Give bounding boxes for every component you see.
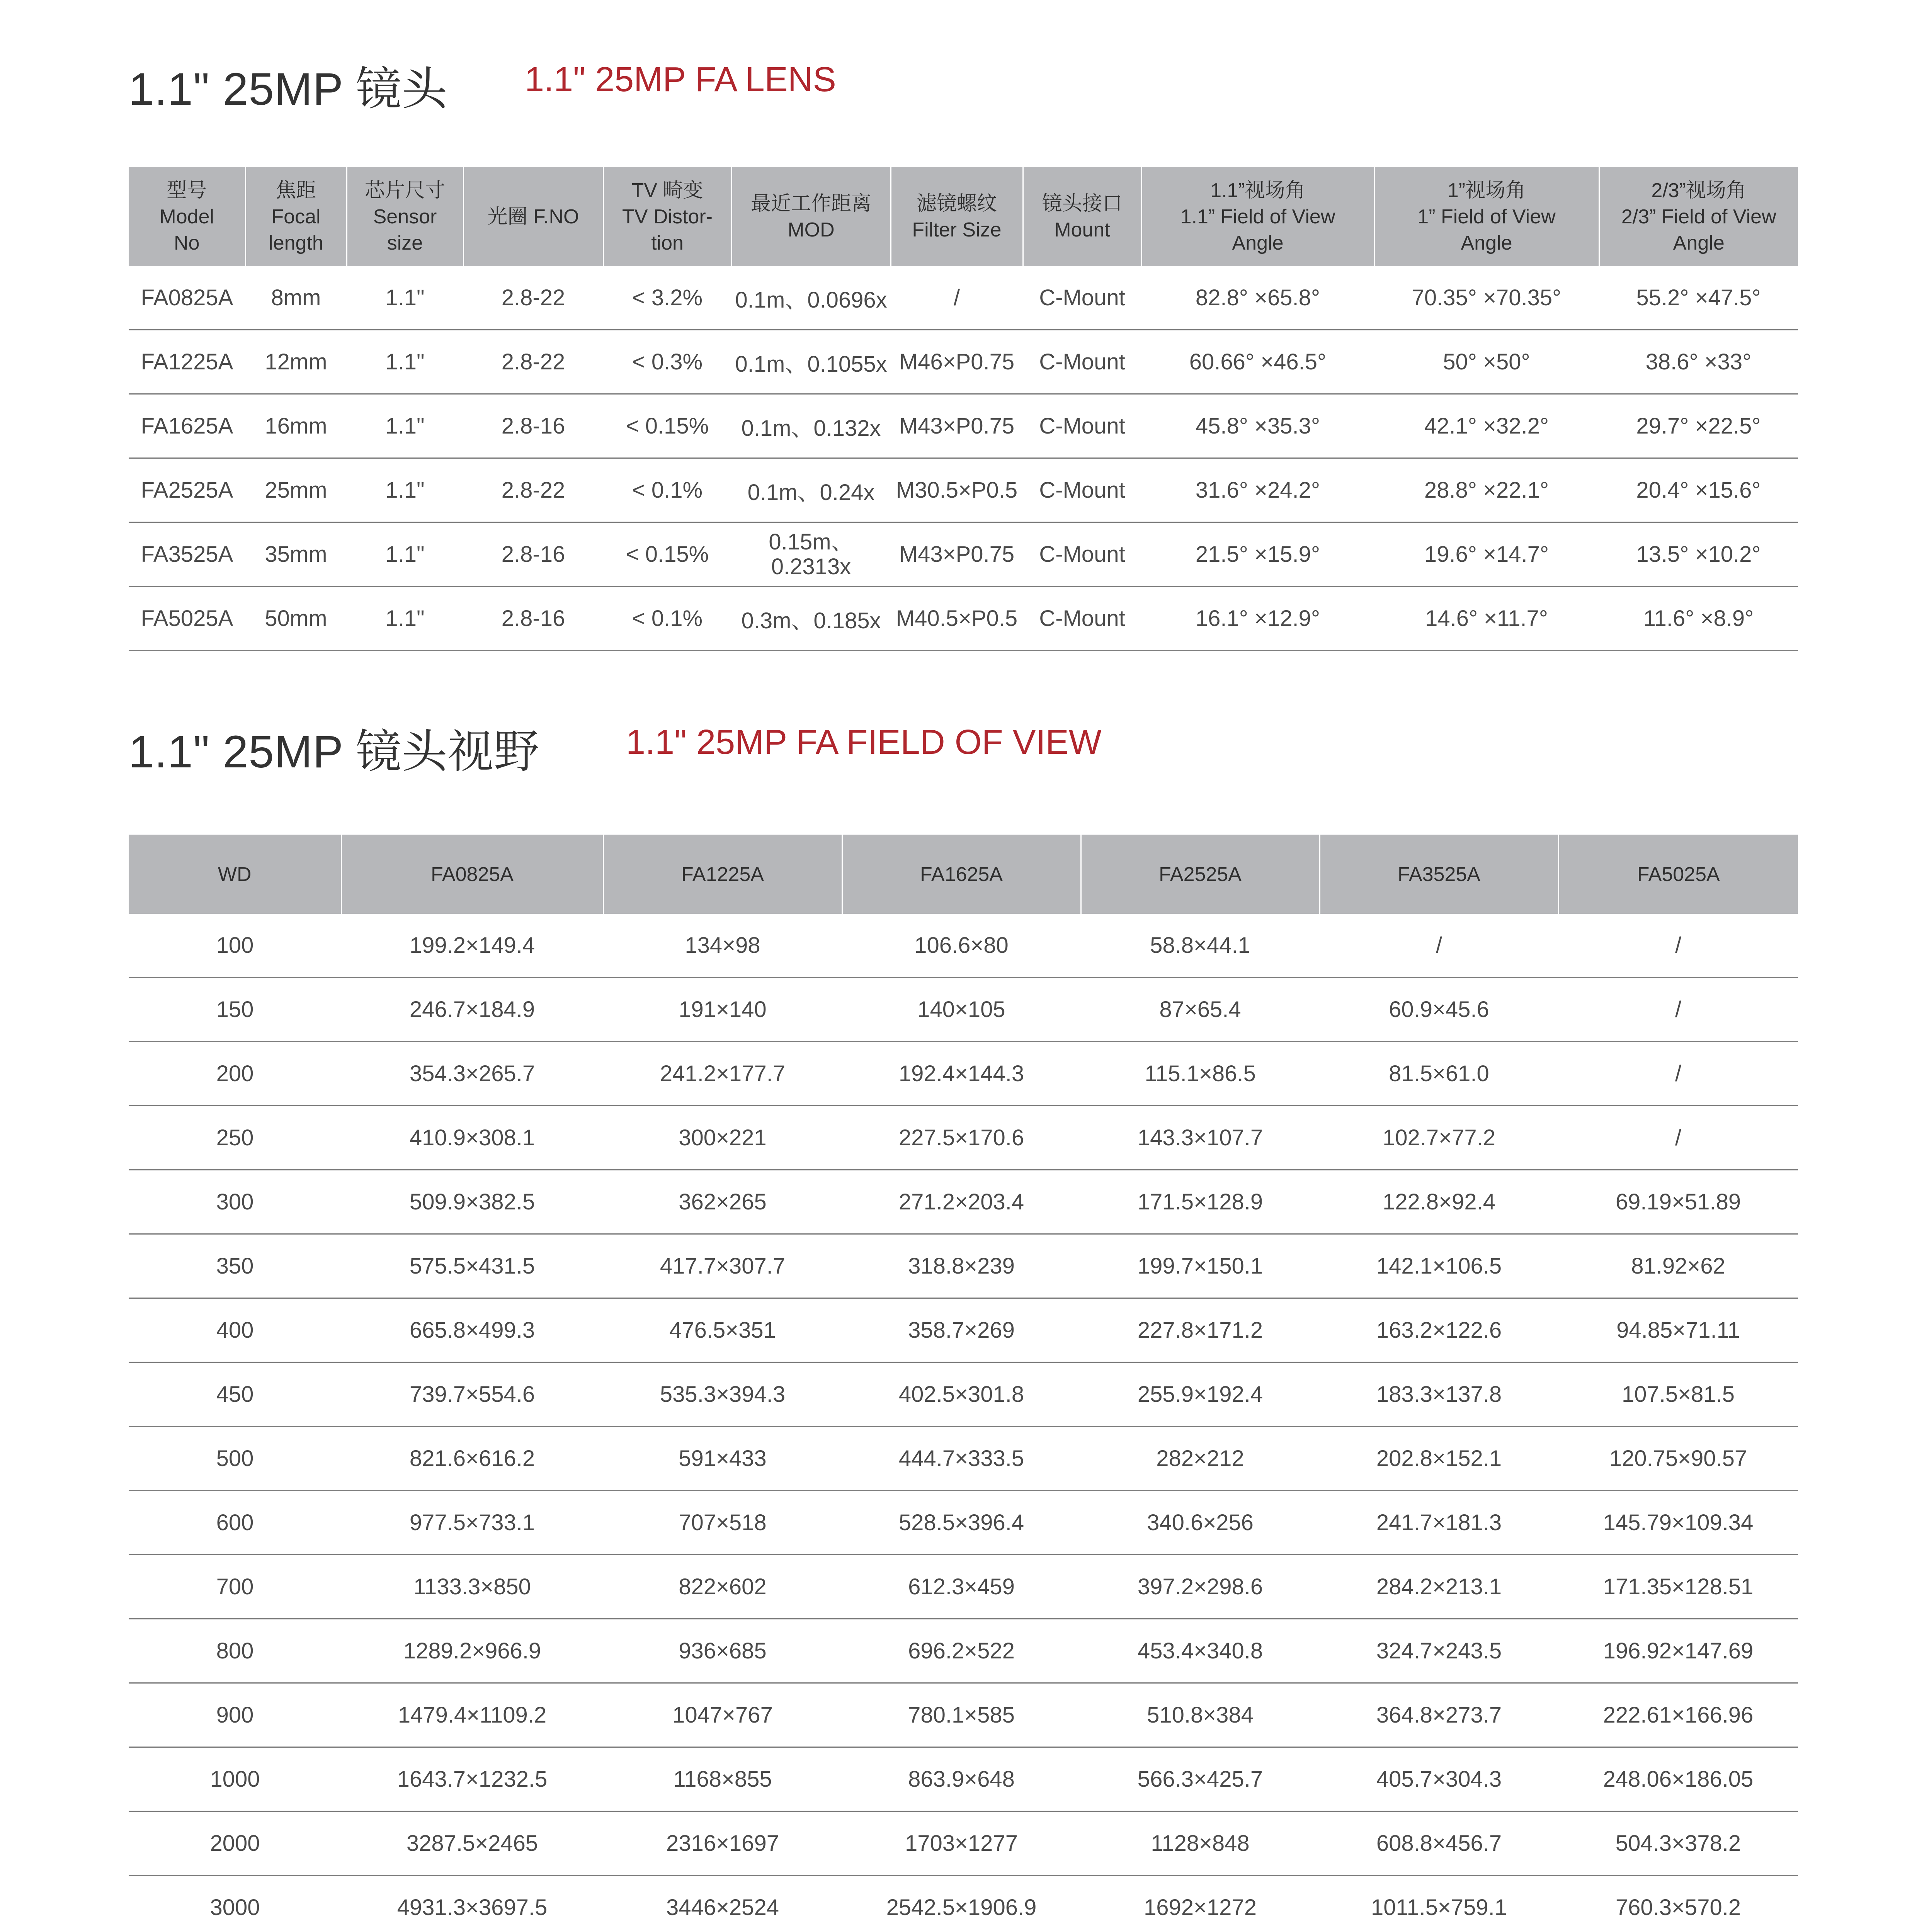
fov-table-cell: 58.8×44.1 [1081, 914, 1320, 978]
fov-table-cell: 196.92×147.69 [1558, 1619, 1798, 1683]
fov-table-body [129, 914, 1798, 1932]
fov-table-cell: 255.9×192.4 [1081, 1362, 1320, 1427]
fov-table-row [129, 914, 1798, 978]
lens-table-cell: 55.2° ×47.5° [1599, 266, 1798, 330]
fov-table-cell: 362×265 [603, 1170, 842, 1234]
lens-table-cell: M43×P0.75 [891, 522, 1023, 587]
fov-table-cell: 282×212 [1081, 1427, 1320, 1491]
fov-table-cell: 354.3×265.7 [341, 1042, 603, 1106]
lens-title-cn: 1.1" 25MP 镜头 [129, 64, 448, 115]
lens-table-cell: FA1625A [129, 394, 245, 458]
fov-table-row [129, 1747, 1798, 1811]
fov-table-cell: 977.5×733.1 [341, 1491, 603, 1555]
lens-table-cell: 42.1° ×32.2° [1374, 394, 1599, 458]
lens-table-cell: < 0.15% [603, 522, 731, 587]
fov-table-cell: 566.3×425.7 [1081, 1747, 1320, 1811]
fov-table-cell: 227.8×171.2 [1081, 1298, 1320, 1362]
fov-table-row [129, 1170, 1798, 1234]
fov-table-row [129, 1491, 1798, 1555]
fov-table-cell: 171.35×128.51 [1558, 1555, 1798, 1619]
lens-table-cell: 2.8-22 [463, 330, 603, 394]
fov-table-cell: 140×105 [842, 978, 1081, 1042]
fov-table-cell: 450 [129, 1362, 341, 1427]
lens-header-line: 2/3” Field of View [1621, 205, 1776, 228]
fov-table-cell: 2000 [129, 1811, 341, 1876]
lens-spec-table [129, 167, 1798, 651]
lens-header-line: Mount [1054, 218, 1110, 241]
fov-table-cell: 900 [129, 1683, 341, 1747]
lens-table-cell: 0.1m、0.1055x [731, 330, 891, 394]
fov-table-cell: 191×140 [603, 978, 842, 1042]
fov-table-row [129, 1619, 1798, 1683]
lens-table-cell: 38.6° ×33° [1599, 330, 1798, 394]
fov-table-cell: 739.7×554.6 [341, 1362, 603, 1427]
lens-header-line: 型号 [167, 179, 207, 202]
fov-table-cell: 1128×848 [1081, 1811, 1320, 1876]
lens-header-cell [1599, 167, 1798, 266]
lens-header-line: TV Distor- [622, 205, 713, 228]
lens-table-cell: < 0.1% [603, 587, 731, 651]
lens-header-line: 1”视场角 [1447, 179, 1526, 202]
lens-table-cell: 31.6° ×24.2° [1141, 458, 1374, 522]
fov-table-cell: 102.7×77.2 [1320, 1106, 1558, 1170]
fov-table-cell: 163.2×122.6 [1320, 1298, 1558, 1362]
fov-table-cell: 405.7×304.3 [1320, 1747, 1558, 1811]
fov-table-cell: 1643.7×1232.5 [341, 1747, 603, 1811]
lens-table-body [129, 266, 1798, 651]
fov-table-cell: 227.5×170.6 [842, 1106, 1081, 1170]
lens-header-line: Sensor [373, 205, 437, 228]
fov-table-cell: 222.61×166.96 [1558, 1683, 1798, 1747]
lens-table-cell: < 3.2% [603, 266, 731, 330]
lens-header-line: length [269, 231, 323, 254]
fov-table-cell: 246.7×184.9 [341, 978, 603, 1042]
lens-table-cell: 20.4° ×15.6° [1599, 458, 1798, 522]
fov-table-cell: 106.6×80 [842, 914, 1081, 978]
lens-header-line: 最近工作距离 [750, 192, 871, 215]
lens-table-cell: 13.5° ×10.2° [1599, 522, 1798, 587]
lens-table-cell: / [891, 266, 1023, 330]
lens-table-cell: 28.8° ×22.1° [1374, 458, 1599, 522]
lens-table-cell: C-Mount [1023, 458, 1141, 522]
lens-table-row [129, 394, 1798, 458]
fov-table-cell: 410.9×308.1 [341, 1106, 603, 1170]
fov-table-cell: 821.6×616.2 [341, 1427, 603, 1491]
lens-table-cell: M46×P0.75 [891, 330, 1023, 394]
lens-table-cell: FA2525A [129, 458, 245, 522]
fov-table-cell: 142.1×106.5 [1320, 1234, 1558, 1298]
fov-header-cell: FA3525A [1320, 835, 1558, 914]
lens-header-line: 1.1” Field of View [1180, 205, 1335, 228]
fov-header-cell: FA0825A [341, 835, 603, 914]
fov-table-cell: 476.5×351 [603, 1298, 842, 1362]
lens-header-cell [463, 167, 603, 266]
fov-table-cell: 87×65.4 [1081, 978, 1320, 1042]
lens-table-cell: M43×P0.75 [891, 394, 1023, 458]
lens-table-cell: 14.6° ×11.7° [1374, 587, 1599, 651]
lens-table-cell: 35mm [245, 522, 347, 587]
fov-header-cell: FA1625A [842, 835, 1081, 914]
fov-table-cell: 1692×1272 [1081, 1876, 1320, 1932]
fov-table-cell: 510.8×384 [1081, 1683, 1320, 1747]
fov-header-cell: WD [129, 835, 341, 914]
lens-table-cell: 0.3m、0.185x [731, 587, 891, 651]
lens-header-line: 镜头接口 [1042, 192, 1123, 215]
fov-table-cell: 145.79×109.34 [1558, 1491, 1798, 1555]
fov-table-cell: 936×685 [603, 1619, 842, 1683]
fov-table-cell: 284.2×213.1 [1320, 1555, 1558, 1619]
fov-table-cell: 400 [129, 1298, 341, 1362]
lens-table-row [129, 458, 1798, 522]
fov-table-cell: 863.9×648 [842, 1747, 1081, 1811]
lens-header-line: Model [159, 205, 214, 228]
fov-table-row [129, 1427, 1798, 1491]
lens-header-line: size [387, 231, 423, 254]
fov-table-cell: 202.8×152.1 [1320, 1427, 1558, 1491]
fov-table-cell: 300×221 [603, 1106, 842, 1170]
fov-table-cell: 1011.5×759.1 [1320, 1876, 1558, 1932]
fov-table-cell: 248.06×186.05 [1558, 1747, 1798, 1811]
fov-table-cell: 600 [129, 1491, 341, 1555]
fov-table-cell: 504.3×378.2 [1558, 1811, 1798, 1876]
fov-table-row [129, 1811, 1798, 1876]
lens-table-cell: 2.8-16 [463, 522, 603, 587]
fov-table-cell: 1479.4×1109.2 [341, 1683, 603, 1747]
lens-header-cell [347, 167, 463, 266]
lens-header-line: MOD [788, 218, 835, 241]
fov-table-cell: 192.4×144.3 [842, 1042, 1081, 1106]
fov-header-cell: FA5025A [1558, 835, 1798, 914]
fov-table-cell: / [1558, 914, 1798, 978]
lens-header-cell [1374, 167, 1599, 266]
lens-header-line: 光圈 F.NO [487, 205, 579, 228]
lens-table-cell: 25mm [245, 458, 347, 522]
lens-table-cell: 16.1° ×12.9° [1141, 587, 1374, 651]
fov-table-cell: 453.4×340.8 [1081, 1619, 1320, 1683]
fov-table-cell: 608.8×456.7 [1320, 1811, 1558, 1876]
lens-table-row [129, 587, 1798, 651]
fov-table-cell: 1133.3×850 [341, 1555, 603, 1619]
lens-table-cell: 60.66° ×46.5° [1141, 330, 1374, 394]
fov-table [129, 835, 1798, 1932]
lens-table-cell: 2.8-22 [463, 266, 603, 330]
fov-table-cell: 800 [129, 1619, 341, 1683]
lens-table-cell: 0.15m、0.2313x [731, 522, 891, 587]
lens-header-line: 1.1”视场角 [1210, 179, 1305, 202]
lens-table-cell: C-Mount [1023, 394, 1141, 458]
lens-header-line: Filter Size [912, 218, 1002, 241]
lens-header-cell [731, 167, 891, 266]
fov-table-cell: 535.3×394.3 [603, 1362, 842, 1427]
fov-table-cell: / [1558, 978, 1798, 1042]
fov-table-cell: 241.2×177.7 [603, 1042, 842, 1106]
lens-table-cell: 8mm [245, 266, 347, 330]
lens-table-cell: 16mm [245, 394, 347, 458]
fov-table-cell: 1047×767 [603, 1683, 842, 1747]
lens-header-line: Focal [271, 205, 321, 228]
fov-table-cell: 1703×1277 [842, 1811, 1081, 1876]
lens-table-row [129, 330, 1798, 394]
lens-table-cell: 82.8° ×65.8° [1141, 266, 1374, 330]
lens-table-cell: 2.8-16 [463, 587, 603, 651]
lens-table-cell: 50mm [245, 587, 347, 651]
lens-table-cell: M40.5×P0.5 [891, 587, 1023, 651]
fov-table-cell: 94.85×71.11 [1558, 1298, 1798, 1362]
fov-table-cell: 318.8×239 [842, 1234, 1081, 1298]
fov-table-cell: 1000 [129, 1747, 341, 1811]
fov-table-cell: 3446×2524 [603, 1876, 842, 1932]
lens-table-cell: 1.1" [347, 458, 463, 522]
fov-table-cell: 700 [129, 1555, 341, 1619]
fov-table-row [129, 978, 1798, 1042]
fov-table-cell: 1289.2×966.9 [341, 1619, 603, 1683]
fov-table-cell: 199.7×150.1 [1081, 1234, 1320, 1298]
lens-header-line: 滤镜螺纹 [916, 192, 997, 215]
fov-table-cell: 300 [129, 1170, 341, 1234]
fov-table-row [129, 1106, 1798, 1170]
fov-table-cell: 1168×855 [603, 1747, 842, 1811]
fov-table-cell: 417.7×307.7 [603, 1234, 842, 1298]
fov-table-cell: 3000 [129, 1876, 341, 1932]
lens-table-cell: 0.1m、0.132x [731, 394, 891, 458]
fov-table-cell: 150 [129, 978, 341, 1042]
fov-table-cell: 340.6×256 [1081, 1491, 1320, 1555]
fov-table-cell: 143.3×107.7 [1081, 1106, 1320, 1170]
fov-table-cell: 707×518 [603, 1491, 842, 1555]
lens-header-line: 芯片尺寸 [364, 179, 445, 202]
lens-table-cell: 29.7° ×22.5° [1599, 394, 1798, 458]
fov-table-cell: 358.7×269 [842, 1298, 1081, 1362]
lens-table-cell: 1.1" [347, 587, 463, 651]
lens-table-cell: FA5025A [129, 587, 245, 651]
lens-header-line: TV 畸变 [631, 179, 703, 202]
lens-table-cell: < 0.3% [603, 330, 731, 394]
fov-header-row [129, 835, 1798, 914]
fov-table-row [129, 1683, 1798, 1747]
lens-table-cell: 11.6° ×8.9° [1599, 587, 1798, 651]
fov-table-cell: 696.2×522 [842, 1619, 1081, 1683]
fov-table-cell: 241.7×181.3 [1320, 1491, 1558, 1555]
fov-table-cell: 350 [129, 1234, 341, 1298]
lens-table-cell: FA1225A [129, 330, 245, 394]
fov-table-cell: 575.5×431.5 [341, 1234, 603, 1298]
fov-table-cell: 509.9×382.5 [341, 1170, 603, 1234]
lens-table-cell: 1.1" [347, 330, 463, 394]
fov-table-cell: 324.7×243.5 [1320, 1619, 1558, 1683]
lens-header-line: 1” Field of View [1417, 205, 1556, 228]
lens-table-cell: 2.8-22 [463, 458, 603, 522]
fov-table-cell: 81.92×62 [1558, 1234, 1798, 1298]
lens-header-cell [891, 167, 1023, 266]
lens-table-cell: C-Mount [1023, 587, 1141, 651]
fov-table-cell: 115.1×86.5 [1081, 1042, 1320, 1106]
fov-table-cell: 81.5×61.0 [1320, 1042, 1558, 1106]
lens-title-en: 1.1" 25MP FA LENS [525, 60, 836, 99]
fov-table-cell: 69.19×51.89 [1558, 1170, 1798, 1234]
fov-table-row [129, 1298, 1798, 1362]
fov-table-cell: 444.7×333.5 [842, 1427, 1081, 1491]
fov-table-cell: 271.2×203.4 [842, 1170, 1081, 1234]
lens-header-cell [603, 167, 731, 266]
lens-table-cell: C-Mount [1023, 522, 1141, 587]
lens-table-cell: 45.8° ×35.3° [1141, 394, 1374, 458]
fov-table-cell: / [1558, 1042, 1798, 1106]
lens-header-line: Angle [1461, 231, 1512, 254]
lens-table-cell: < 0.15% [603, 394, 731, 458]
fov-table-cell: 100 [129, 914, 341, 978]
lens-table-cell: C-Mount [1023, 266, 1141, 330]
lens-header-line: No [174, 231, 200, 254]
lens-table-cell: < 0.1% [603, 458, 731, 522]
lens-table-cell: 21.5° ×15.9° [1141, 522, 1374, 587]
fov-table-row [129, 1234, 1798, 1298]
lens-table-cell: 1.1" [347, 394, 463, 458]
fov-table-cell: 500 [129, 1427, 341, 1491]
fov-table-cell: 183.3×137.8 [1320, 1362, 1558, 1427]
lens-table-cell: M30.5×P0.5 [891, 458, 1023, 522]
fov-table-cell: 402.5×301.8 [842, 1362, 1081, 1427]
fov-table-cell: 2316×1697 [603, 1811, 842, 1876]
fov-header-cell: FA2525A [1081, 835, 1320, 914]
fov-table-row [129, 1362, 1798, 1427]
lens-table-cell: 0.1m、0.0696x [731, 266, 891, 330]
fov-table-cell: 250 [129, 1106, 341, 1170]
fov-table-cell: 122.8×92.4 [1320, 1170, 1558, 1234]
lens-table-cell: C-Mount [1023, 330, 1141, 394]
lens-header-line: Angle [1673, 231, 1725, 254]
lens-table-cell: 50° ×50° [1374, 330, 1599, 394]
lens-header-line: Angle [1232, 231, 1284, 254]
fov-table-cell: 107.5×81.5 [1558, 1362, 1798, 1427]
fov-table-cell: 760.3×570.2 [1558, 1876, 1798, 1932]
fov-table-cell: 397.2×298.6 [1081, 1555, 1320, 1619]
lens-table-cell: 70.35° ×70.35° [1374, 266, 1599, 330]
fov-table-cell: 60.9×45.6 [1320, 978, 1558, 1042]
fov-table-cell: / [1558, 1106, 1798, 1170]
fov-table-cell: 171.5×128.9 [1081, 1170, 1320, 1234]
lens-table-cell: 1.1" [347, 266, 463, 330]
lens-table-cell: 0.1m、0.24x [731, 458, 891, 522]
lens-header-cell [1141, 167, 1374, 266]
lens-header-line: tion [651, 231, 684, 254]
lens-header-cell [129, 167, 245, 266]
fov-table-cell: 780.1×585 [842, 1683, 1081, 1747]
lens-table-cell: 12mm [245, 330, 347, 394]
fov-table-cell: 134×98 [603, 914, 842, 978]
fov-title-cn: 1.1" 25MP 镜头视野 [129, 726, 540, 777]
fov-table-cell: 822×602 [603, 1555, 842, 1619]
fov-table-cell: 591×433 [603, 1427, 842, 1491]
fov-table-cell: / [1320, 914, 1558, 978]
lens-header-line: 2/3”视场角 [1651, 179, 1747, 202]
fov-table-row [129, 1042, 1798, 1106]
fov-table-cell: 199.2×149.4 [341, 914, 603, 978]
fov-title-en: 1.1" 25MP FA FIELD OF VIEW [626, 723, 1102, 762]
lens-table-row [129, 266, 1798, 330]
fov-table-cell: 3287.5×2465 [341, 1811, 603, 1876]
fov-table-cell: 200 [129, 1042, 341, 1106]
fov-table-cell: 612.3×459 [842, 1555, 1081, 1619]
lens-header-row [129, 167, 1798, 266]
fov-table-cell: 2542.5×1906.9 [842, 1876, 1081, 1932]
lens-table-cell: 19.6° ×14.7° [1374, 522, 1599, 587]
lens-table-row [129, 522, 1798, 587]
fov-table-cell: 4931.3×3697.5 [341, 1876, 603, 1932]
fov-table-row [129, 1555, 1798, 1619]
lens-table-cell: 2.8-16 [463, 394, 603, 458]
fov-table-cell: 665.8×499.3 [341, 1298, 603, 1362]
fov-table-cell: 120.75×90.57 [1558, 1427, 1798, 1491]
fov-table-row [129, 1876, 1798, 1932]
lens-table-cell: FA0825A [129, 266, 245, 330]
lens-header-cell [245, 167, 347, 266]
lens-table-cell: 1.1" [347, 522, 463, 587]
fov-header-cell: FA1225A [603, 835, 842, 914]
lens-header-cell [1023, 167, 1141, 266]
fov-table-cell: 528.5×396.4 [842, 1491, 1081, 1555]
lens-header-line: 焦距 [276, 179, 316, 202]
lens-table-cell: FA3525A [129, 522, 245, 587]
fov-table-cell: 364.8×273.7 [1320, 1683, 1558, 1747]
